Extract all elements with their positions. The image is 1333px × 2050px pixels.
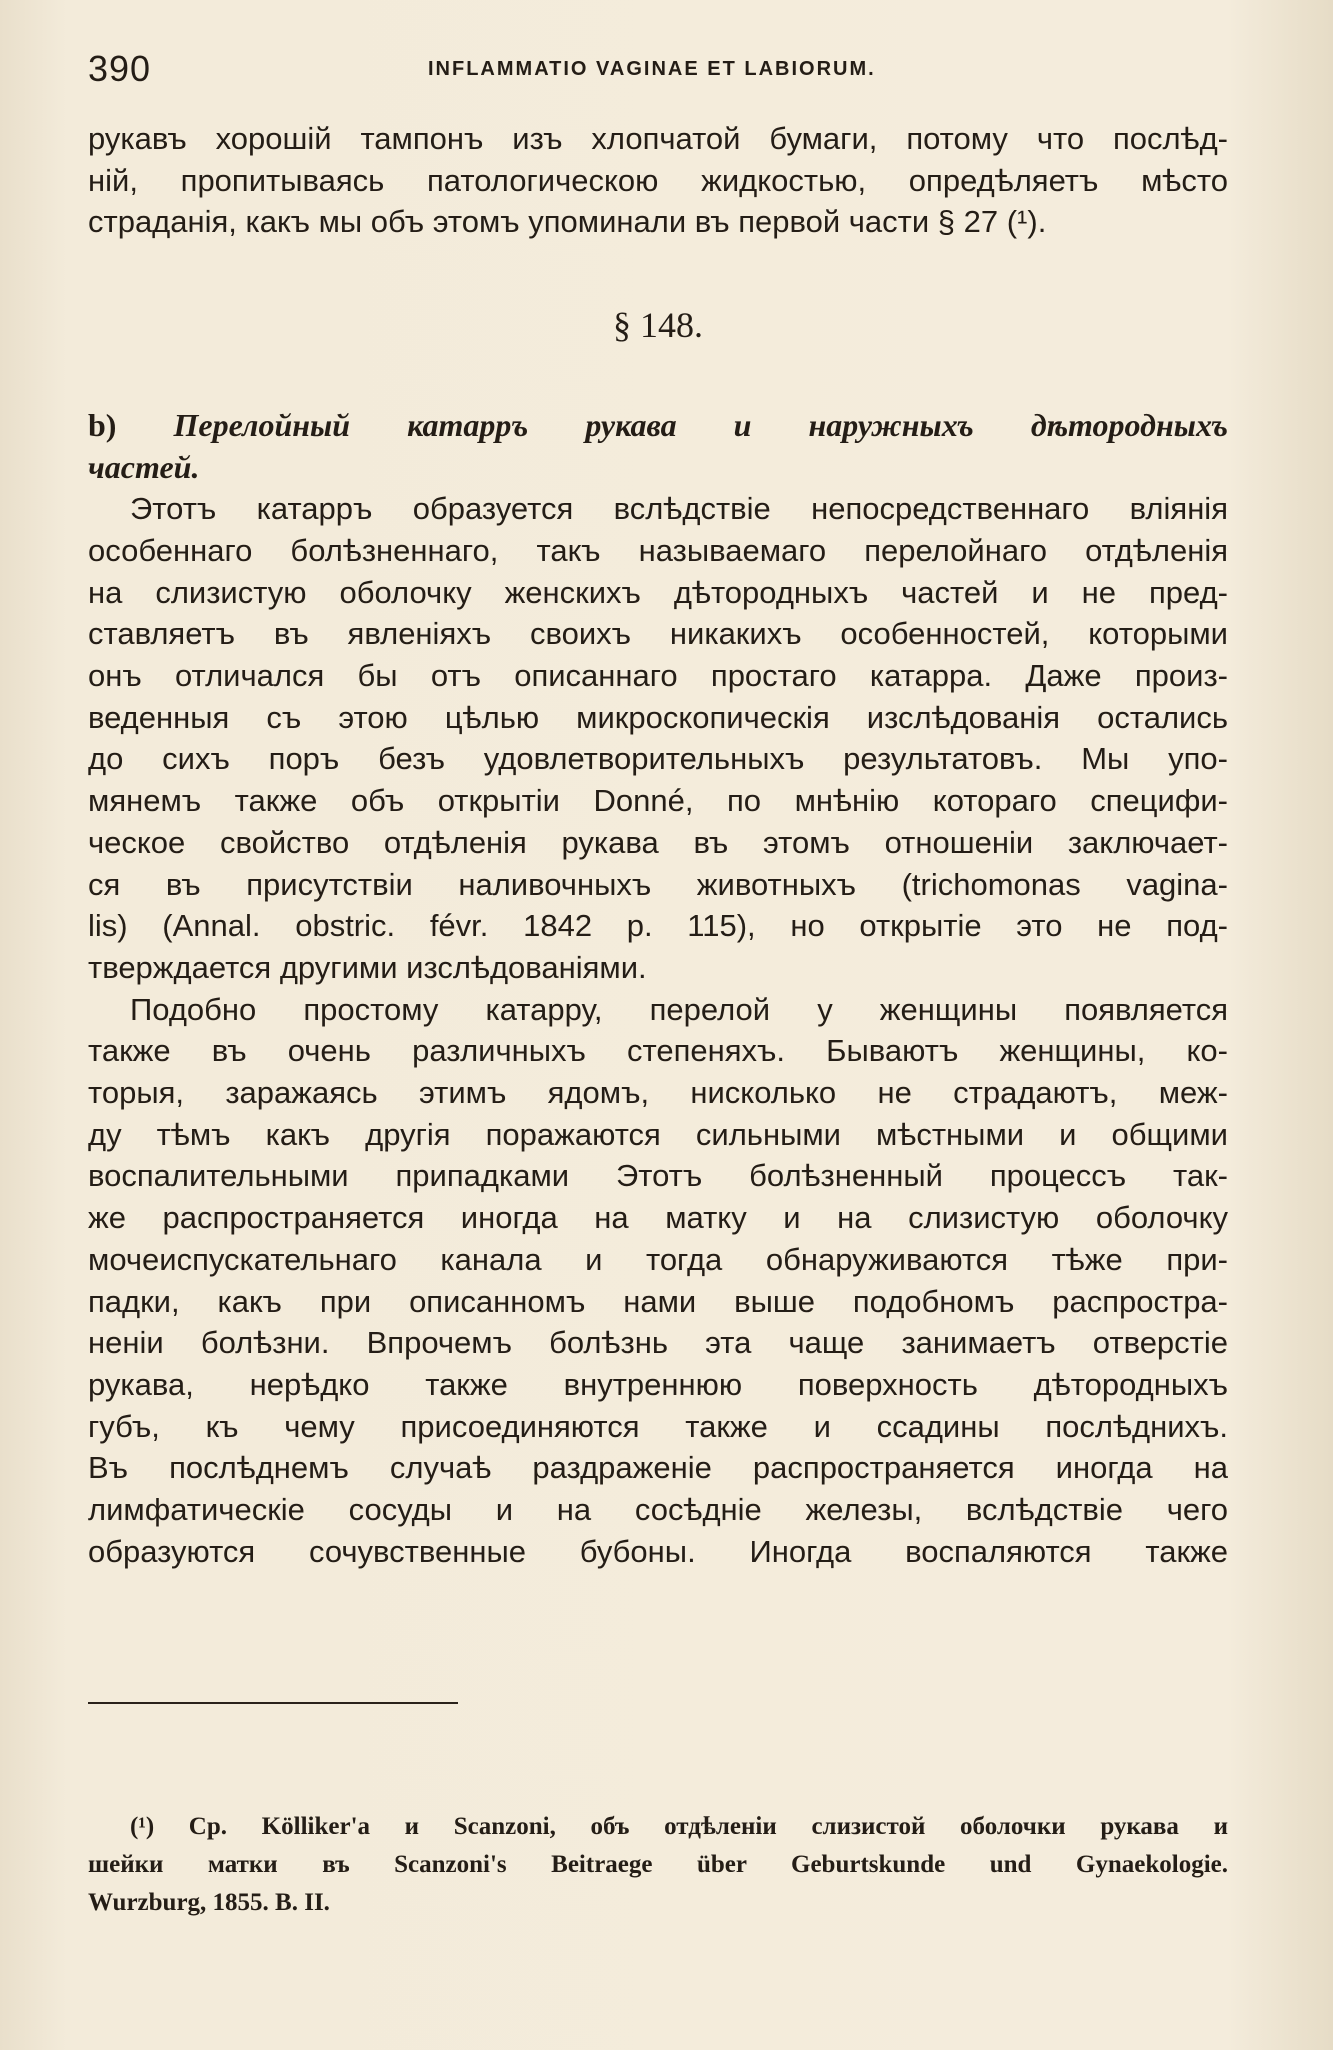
footnote-line: (¹) Cp. Kölliker'a и Scanzoni, объ отдѣленіи слизистой оболочки рукава и xyxy=(130,1813,1228,1840)
text-line: страданія, какъ мы объ этомъ упоминали въ первой части § 27 (¹). xyxy=(88,204,1047,240)
paragraph xyxy=(88,488,1228,988)
text-line: тверждается другими изслѣдованіями. xyxy=(88,949,647,985)
text-line: Въ послѣднемъ случаѣ раздраженіе распространяется иногда на xyxy=(88,1450,1228,1486)
text-line: ческое свойство отдѣленія рукава въ этомъ отношеніи заключает- xyxy=(88,824,1228,860)
subheading-title: Перелойный катарръ рукава и наружныхъ дѣтородныхъ xyxy=(173,406,1229,443)
text-line: Подобно простому катарру, перелой у женщины появляется xyxy=(130,991,1228,1027)
subheading-letter: b) xyxy=(88,406,117,443)
text-line: ній, пропитываясь патологическою жидкостью, опредѣляетъ мѣсто xyxy=(88,162,1228,198)
text-line: торыя, заражаясь этимъ ядомъ, нисколько не страдаютъ, меж- xyxy=(88,1075,1228,1111)
text-line: губъ, къ чему присоединяются также и ссадины послѣднихъ. xyxy=(88,1408,1228,1444)
text-line: рукавъ хорошій тампонъ изъ хлопчатой бумаги, потому что послѣд- xyxy=(88,121,1228,156)
footnote-rule xyxy=(88,1702,458,1704)
text-line: lis) (Annal. obstric. févr. 1842 p. 115), но открытіе это не под- xyxy=(88,908,1228,944)
subheading xyxy=(88,405,1228,488)
text-line: мочеиспускательнаго канала и тогда обнаруживаются тѣже при- xyxy=(88,1241,1228,1277)
section-number: § 148. xyxy=(613,305,703,346)
footnote xyxy=(88,1808,1228,1922)
running-title: INFLAMMATIO VAGINAE ET LABIORUM. xyxy=(428,58,876,80)
continued-paragraph xyxy=(88,118,1228,243)
text-line: ставляетъ въ явленіяхъ своихъ никакихъ особенностей, которыми xyxy=(88,616,1228,652)
text-line: воспалительными припадками Этотъ болѣзненный процессъ так- xyxy=(88,1158,1228,1194)
page-body xyxy=(88,118,1228,1573)
subheading-line: частей. xyxy=(88,448,200,485)
text-line: веденныя съ этою цѣлью микроскопическія изслѣдованія остались xyxy=(88,699,1228,735)
paragraph xyxy=(88,989,1228,1573)
text-line: также въ очень различныхъ степеняхъ. Бываютъ женщины, ко- xyxy=(88,1033,1228,1069)
text-line: до сихъ поръ безъ удовлетворительныхъ результатовъ. Мы упо- xyxy=(88,741,1228,777)
text-line: ду тѣмъ какъ другія поражаются сильными мѣстными и общими xyxy=(88,1116,1228,1152)
footnote-line: шейки матки въ Scanzoni's Beitraege über Geburtskunde und Gynaekologie. xyxy=(88,1851,1228,1878)
text-line: образуются сочувственные бубоны. Иногда воспаляются также xyxy=(88,1533,1228,1569)
text-line: особеннаго болѣзненнаго, такъ называемаго перелойнаго отдѣленія xyxy=(88,532,1228,568)
subheading-line xyxy=(88,405,1228,447)
footnote-line: Wurzburg, 1855. B. II. xyxy=(88,1889,330,1916)
text-line: рукава, нерѣдко также внутреннюю поверхность дѣтородныхъ xyxy=(88,1366,1228,1402)
text-line: на слизистую оболочку женскихъ дѣтородныхъ частей и не пред- xyxy=(88,574,1228,610)
page-number: 390 xyxy=(88,48,152,89)
text-line: онъ отличался бы отъ описаннаго простаго катарра. Даже произ- xyxy=(88,658,1228,694)
page-header xyxy=(88,48,1228,94)
text-line: падки, какъ при описанномъ нами выше подобномъ распростра- xyxy=(88,1283,1228,1319)
text-line: лимфатическіе сосуды и на сосѣдніе железы, вслѣдствіе чего xyxy=(88,1492,1228,1528)
text-line: ся въ присутствіи наливочныхъ животныхъ (trichomonas vagina- xyxy=(88,866,1228,902)
text-line: Этотъ катарръ образуется вслѣдствіе непосредственнаго вліянія xyxy=(130,491,1228,527)
text-line: мянемъ также объ открытіи Donné, по мнѣнію котораго специфи- xyxy=(88,783,1228,819)
text-line: же распространяется иногда на матку и на слизистую оболочку xyxy=(88,1200,1228,1236)
text-line: неніи болѣзни. Впрочемъ болѣзнь эта чаще занимаетъ отверстіе xyxy=(88,1325,1228,1361)
